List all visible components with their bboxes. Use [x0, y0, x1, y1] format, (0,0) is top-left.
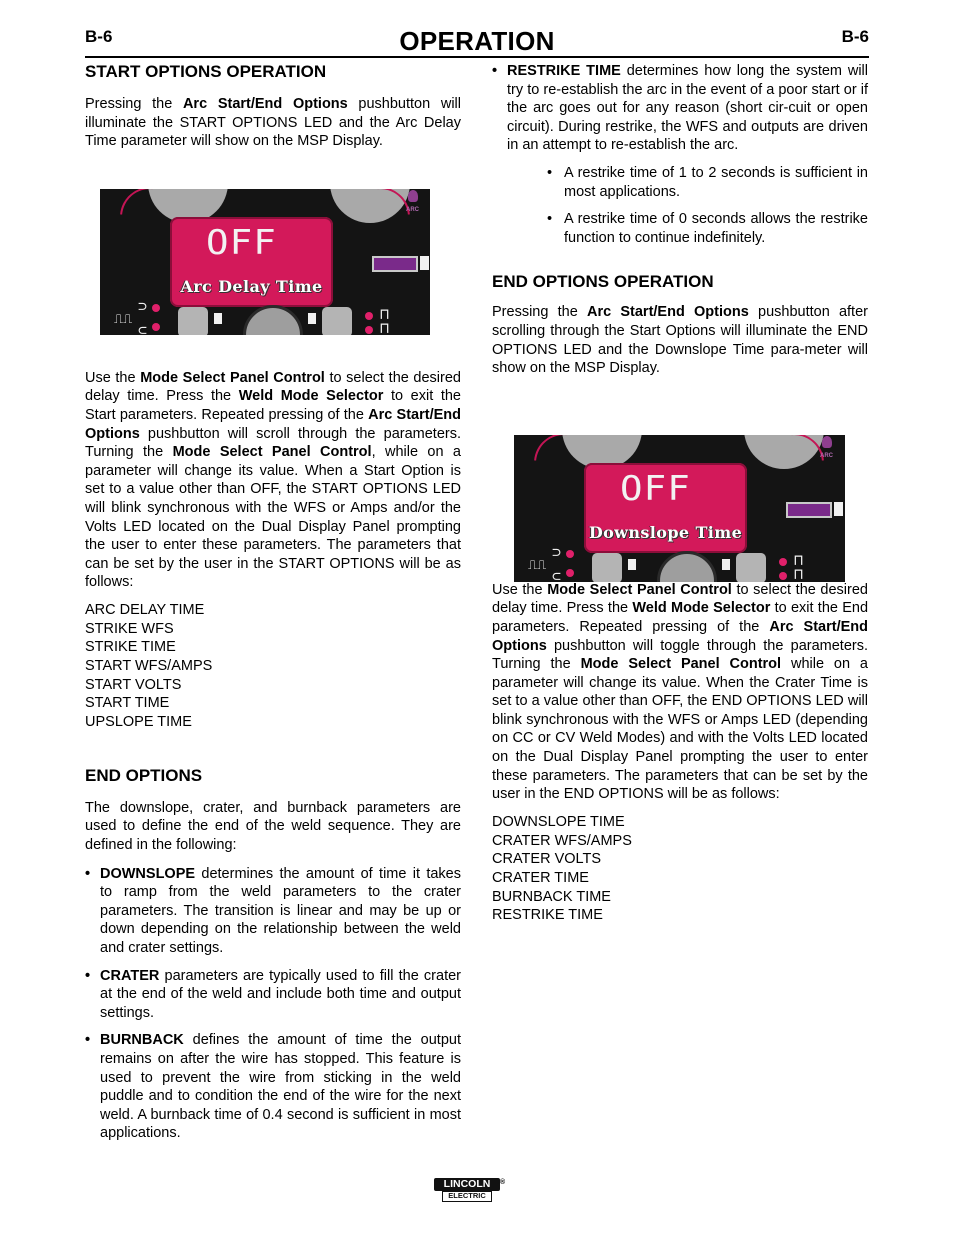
msp-display-downslope: [514, 435, 845, 582]
start-use-paragraph: Use the Mode Select Panel Control to select the desired delay time. Press the Weld Mode Selector to exit the Start parameters. Repeated pressing of the Arc Start/End Options pushbutton will scroll through the parameters. Turning the Mode Select Panel Control, while on a parameter will change its value. When a Start Option is set to a value other than OFF, the START OPTIONS LED will blink synchronous with the WFS or Amps and/or the Volts LED located on the Dual Display Panel prompting the user to enter these parameters. The parameters that can be set by the user in the START OPTIONS will be as follows:: [85, 369, 461, 591]
list-item: BURNBACK TIME: [492, 888, 611, 905]
list-item: ARC DELAY TIME: [85, 601, 205, 618]
bullet-dot: •: [85, 1032, 91, 1049]
arc-icon-label: ARC: [406, 207, 419, 213]
start-options-heading: START OPTIONS OPERATION: [85, 62, 327, 81]
start-options-icon: ⊃: [552, 543, 562, 561]
msp-display-arc-delay: [100, 189, 430, 335]
restrike-note-1: • A restrike time of 1 to 2 seconds is sufficient in most applications.: [547, 164, 868, 200]
page-header: [85, 24, 869, 58]
lincoln-electric-logo: [434, 1178, 506, 1204]
list-item: CRATER VOLTS: [492, 851, 602, 868]
weld-mode-button[interactable]: [322, 307, 352, 335]
led-indicator: [365, 326, 373, 334]
logo-bottom: ELECTRIC: [442, 1191, 492, 1202]
lcd-value: OFF: [620, 469, 691, 509]
lcd-screen: [584, 463, 747, 553]
document-icon: [420, 256, 429, 270]
mode-select-dial[interactable]: [657, 551, 717, 582]
list-item: CRATER WFS/AMPS: [492, 832, 632, 849]
weld-mode-button[interactable]: [736, 553, 766, 582]
end-options-operation-intro: Pressing the Arc Start/End Options pushbutton after scrolling through the Start Options will illuminate the END OPTIONS LED and the Downslope Time para-meter will show on the MSP Display.: [492, 304, 868, 377]
logo-top: LINCOLN: [434, 1178, 500, 1191]
bullet-dot: •: [85, 865, 91, 882]
end-options-intro: The downslope, crater, and burnback parameters are used to define the end of the weld sequence. They are defined in the following:: [85, 799, 461, 854]
list-item: START TIME: [85, 695, 170, 712]
end-options-icon: ⊂: [552, 567, 562, 582]
document-icon: [628, 559, 636, 570]
end-options-heading: END OPTIONS: [85, 765, 203, 785]
end-use-paragraph: Use the Mode Select Panel Control to select the desired delay time. Press the Weld Mode Selector to exit the End parameters. Repeated pressing of the Arc Start/End Options pushbutton will toggle through the parameters. Turning the Mode Select Panel Control while on a parameter will change its value. When the Crater Time is set to a value other than OFF, the END OPTIONS LED will blink synchronous with the WFS or Amps LED (depending on CC or CV Weld Modes) and with the Volts LED located on the Dual Display Panel prompting the user to enter these parameters. The parameters that can be set by the user in the END OPTIONS will be as follows:: [492, 581, 869, 803]
mode-select-dial[interactable]: [243, 305, 303, 335]
bullet-dot: •: [547, 164, 553, 181]
arc-start-end-button[interactable]: [178, 307, 208, 335]
document-icon: [722, 559, 730, 570]
bullet-dot: •: [85, 967, 91, 984]
bullet-burnback: • BURNBACK defines the amount of time the output remains on after the wire has stopped. This feature is used to prevent the wire from sticking in the weld puddle and to condition the end of the wire for the next weld. A burnback time of 0.4 second is sufficient in most applications.: [85, 1032, 461, 1142]
start-options-intro: Pressing the Arc Start/End Options pushbutton will illuminate the START OPTIONS LED and the Arc Delay Time parameter will show on the MSP Display.: [85, 96, 461, 150]
page-title: OPERATION: [399, 26, 555, 56]
led-indicator: [365, 312, 373, 320]
pulse-icon: ⊓: [794, 551, 804, 569]
arc-icon: [408, 190, 418, 202]
pulse-icon: ⊓: [380, 319, 390, 335]
end-options-icon: ⊂: [138, 321, 148, 335]
document-icon: [308, 313, 316, 324]
arc-start-end-button[interactable]: [592, 553, 622, 582]
led-indicator: [152, 323, 160, 331]
registered-mark: ®: [500, 1179, 506, 1186]
list-item: CRATER TIME: [492, 869, 589, 886]
led-indicator: [779, 572, 787, 580]
pulse-icon: ⊓: [380, 305, 390, 323]
led-indicator: [566, 569, 574, 577]
led-indicator: [152, 304, 160, 312]
start-params-list: [85, 601, 461, 732]
led-indicator: [779, 558, 787, 566]
start-options-icon: ⊃: [138, 297, 148, 315]
restrike-note-2: • A restrike time of 0 seconds allows the restrike function to continue indefinitely.: [547, 211, 868, 246]
bullet-downslope: • DOWNSLOPE determines the amount of time it takes to ramp from the weld parameters to the crater parameters. The transition is linear and may be up or down depending on the relationship between the weld and crater settings.: [85, 865, 461, 956]
lcd-label: Arc Delay Time: [180, 277, 323, 296]
bullet-restrike: • RESTRIKE TIME determines how long the system will try to re-establish the arc in the event of a poor start or if the arc goes out for any reason (short cir-cuit or open circuit). During restrike, the WFS and outputs are driven in an attempt to re-establish the arc.: [492, 63, 868, 154]
page-number-left: B-6: [85, 27, 113, 46]
document-icon: [214, 313, 222, 324]
document-icon: [834, 502, 843, 516]
bullet-dot: •: [492, 63, 498, 79]
parameter-bar: [786, 502, 832, 518]
arc-icon: [822, 436, 832, 448]
list-item: START VOLTS: [85, 676, 182, 693]
bullet-crater: • CRATER parameters are typically used to fill the crater at the end of the weld and include both time and output settings.: [85, 967, 461, 1021]
bullet-dot: •: [547, 211, 553, 228]
list-item: START WFS/AMPS: [85, 658, 213, 675]
end-params-list: [492, 813, 868, 925]
list-item: UPSLOPE TIME: [85, 714, 192, 731]
page-number-right: B-6: [841, 27, 869, 46]
list-item: DOWNSLOPE TIME: [492, 813, 625, 830]
led-indicator: [566, 550, 574, 558]
list-item: STRIKE WFS: [85, 620, 174, 637]
lcd-label: Downslope Time: [588, 523, 743, 542]
lcd-screen: [170, 217, 333, 307]
parameter-bar: [372, 256, 418, 272]
arc-icon-label: ARC: [820, 453, 833, 459]
pulse-icon: ⊓: [794, 565, 804, 582]
waveform-icon: ⎍⎍: [114, 312, 133, 327]
list-item: STRIKE TIME: [85, 639, 176, 656]
list-item: RESTRIKE TIME: [492, 907, 603, 924]
lcd-value: OFF: [206, 223, 277, 263]
waveform-icon: ⎍⎍: [528, 558, 547, 573]
end-options-operation-heading: END OPTIONS OPERATION: [492, 272, 714, 292]
